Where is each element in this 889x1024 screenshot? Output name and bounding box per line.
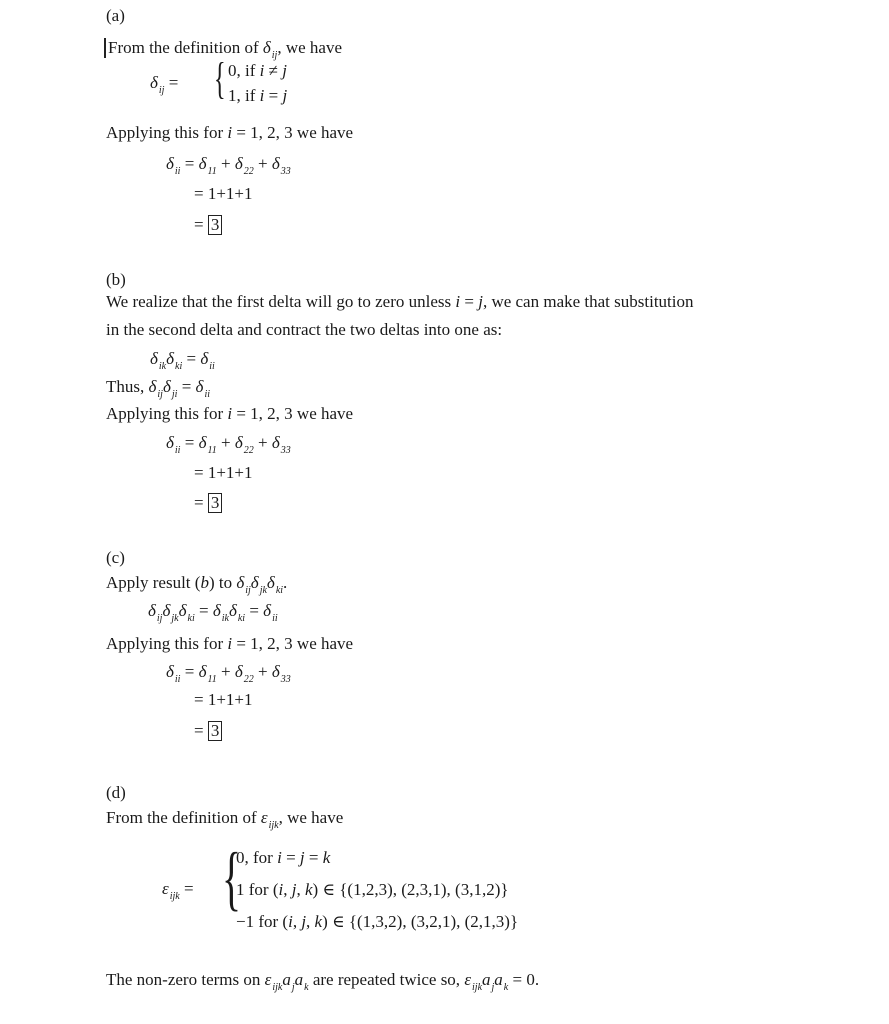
symbol: a: [294, 970, 304, 989]
subscript: 33: [280, 166, 291, 177]
symbol: i: [278, 880, 284, 899]
case-row: [236, 912, 518, 932]
text-line: [106, 970, 539, 998]
symbol: i: [227, 404, 233, 423]
subscript: 11: [207, 166, 217, 177]
subscript: ij: [245, 585, 251, 596]
math-symbol: [162, 377, 178, 400]
math-symbol: [264, 970, 283, 993]
subscript: 22: [243, 166, 254, 177]
symbol: δ: [195, 377, 204, 396]
math-symbol: [166, 154, 181, 177]
text-run: =: [177, 377, 196, 396]
math-symbol: [494, 970, 509, 993]
math-symbol: [263, 601, 278, 624]
text-run: =: [182, 349, 201, 368]
text-run: are repeated twice so,: [308, 970, 465, 989]
subscript: ki: [237, 613, 246, 624]
text-run: −1 for (: [236, 912, 289, 931]
subscript: k: [304, 982, 309, 993]
equation: [166, 433, 291, 461]
symbol: δ: [212, 601, 221, 620]
case-row: [228, 61, 287, 81]
answer: [194, 493, 222, 513]
text-line: [106, 377, 210, 405]
subscript: ki: [275, 585, 284, 596]
symbol: δ: [166, 349, 175, 368]
text-run: (b): [106, 270, 126, 289]
math-symbol: [198, 433, 217, 456]
math-symbol: [148, 377, 163, 400]
equation: [166, 662, 291, 690]
subscript: k: [503, 982, 509, 993]
subscript: ijk: [272, 982, 283, 993]
math-symbol: [294, 970, 309, 993]
symbol: k: [314, 912, 323, 931]
text-run: =: [194, 215, 208, 234]
text-run: (d): [106, 783, 126, 802]
subscript: ij: [156, 613, 163, 624]
symbol: δ: [271, 154, 280, 173]
text-run: +: [216, 433, 235, 452]
part-b-label: [106, 270, 126, 290]
text-run: 0, for: [236, 848, 278, 867]
symbol: δ: [166, 433, 174, 452]
math-symbol: [234, 433, 254, 456]
text-run: =: [194, 721, 208, 740]
math-symbol: [305, 880, 313, 899]
text-run: =: [180, 154, 199, 173]
text-run: =: [281, 848, 300, 867]
boxed-answer: 3: [208, 215, 223, 235]
answer: [194, 215, 222, 235]
symbol: δ: [148, 377, 157, 396]
math-symbol: [198, 154, 217, 177]
case-row: [228, 86, 287, 106]
symbol: δ: [262, 38, 271, 57]
math-symbol: [482, 970, 495, 993]
symbol: i: [277, 848, 282, 867]
subscript: ijk: [472, 982, 483, 993]
math-symbol: [200, 573, 209, 592]
text-run: ,: [283, 880, 292, 899]
text-run: = 1+1+1: [194, 184, 253, 203]
text-line: [106, 634, 353, 654]
symbol: a: [482, 970, 491, 989]
case-row: [236, 880, 509, 900]
math-symbol: [166, 662, 181, 685]
symbol: δ: [228, 601, 237, 620]
symbol: i: [259, 86, 265, 105]
symbol: ε: [260, 808, 268, 827]
symbol: δ: [266, 573, 275, 592]
symbol: δ: [234, 154, 243, 173]
subscript: ji: [171, 389, 178, 400]
symbol: a: [494, 970, 503, 989]
text-run: , we have: [277, 38, 343, 57]
math-symbol: [262, 38, 278, 61]
text-run: Applying this for: [106, 404, 228, 423]
math-symbol: [234, 154, 254, 177]
symbol: δ: [178, 601, 187, 620]
math-symbol: [282, 61, 287, 80]
symbol: δ: [236, 573, 245, 592]
symbol: δ: [263, 601, 272, 620]
text-run: (a): [106, 6, 125, 25]
symbol: δ: [250, 573, 259, 592]
text-run: =: [460, 292, 479, 311]
text-run: We realize that the first delta will go to zero unless: [106, 292, 456, 311]
equation-lhs: [162, 879, 194, 907]
symbol: j: [282, 61, 287, 80]
subscript: ii: [174, 166, 181, 177]
text-run: From the definition of: [106, 808, 261, 827]
subscript: 22: [243, 445, 254, 456]
text-run: , we can make that substitution: [482, 292, 694, 311]
subscript: jk: [171, 613, 179, 624]
math-symbol: [464, 970, 483, 993]
math-symbol: [271, 662, 291, 685]
subscript: ii: [209, 361, 215, 372]
symbol: δ: [234, 662, 243, 681]
symbol: j: [299, 848, 305, 867]
case-row: [236, 848, 330, 868]
text-run: Applying this for: [106, 123, 228, 142]
text-run: =: [179, 879, 194, 898]
symbol: δ: [198, 433, 207, 452]
text-run: +: [216, 662, 235, 681]
text-line: [106, 573, 287, 601]
boxed-answer: 3: [208, 721, 223, 741]
text-run: Thus,: [106, 377, 149, 396]
subscript: ii: [272, 613, 278, 624]
text-run: = 1+1+1: [194, 690, 253, 709]
symbol: δ: [150, 73, 158, 92]
text-run: 1, if: [228, 86, 260, 105]
text-run: 1 for (: [236, 880, 279, 899]
part-c-label: [106, 548, 125, 568]
symbol: i: [288, 912, 293, 931]
text-run: The non-zero terms on: [106, 970, 265, 989]
subscript: ii: [204, 389, 210, 400]
text-run: ) ∈ {(1,2,3), (2,3,1), (3,1,2)}: [312, 880, 509, 899]
equation-lhs: [150, 73, 178, 101]
math-symbol: [271, 154, 291, 177]
math-symbol: [315, 912, 323, 931]
symbol: ε: [162, 879, 169, 898]
symbol: b: [200, 573, 209, 592]
subscript: j: [291, 982, 295, 993]
subscript: 33: [280, 445, 291, 456]
subscript: ij: [271, 50, 278, 61]
text-run: +: [253, 662, 272, 681]
text-run: =: [245, 601, 264, 620]
text-run: .: [283, 573, 288, 592]
equation: [194, 463, 253, 483]
math-symbol: [282, 86, 287, 105]
math-symbol: [236, 573, 251, 596]
math-symbol: [271, 433, 291, 456]
subscript: ij: [158, 85, 165, 96]
equation: [148, 601, 278, 629]
part-a-label: [106, 6, 125, 26]
text-line: [106, 292, 694, 312]
part-d-label: [106, 783, 126, 803]
text-run: =: [264, 86, 283, 105]
math-symbol: [162, 601, 179, 624]
symbol: j: [301, 912, 307, 931]
math-symbol: [148, 601, 163, 624]
math-symbol: [323, 848, 331, 867]
left-brace: {: [222, 838, 242, 918]
text-run: = 1, 2, 3 we have: [232, 123, 354, 142]
text-run: (c): [106, 548, 125, 567]
text-run: ,: [296, 880, 305, 899]
text-cursor: [104, 38, 106, 58]
text-run: = 1, 2, 3 we have: [232, 404, 354, 423]
math-symbol: [166, 349, 183, 372]
math-symbol: [200, 349, 215, 372]
math-symbol: [212, 601, 229, 624]
subscript: 33: [280, 674, 291, 685]
math-symbol: [266, 573, 284, 596]
symbol: ε: [264, 970, 272, 989]
text-run: =: [180, 433, 199, 452]
symbol: k: [322, 848, 331, 867]
text-line: [106, 123, 353, 143]
symbol: δ: [198, 662, 207, 681]
text-run: =: [304, 848, 323, 867]
subscript: 22: [243, 674, 254, 685]
math-symbol: [282, 970, 295, 993]
symbol: δ: [271, 433, 280, 452]
text-run: = 1+1+1: [194, 463, 253, 482]
left-brace: {: [214, 54, 226, 103]
symbol: a: [282, 970, 291, 989]
text-run: ,: [292, 912, 302, 931]
text-run: =: [180, 662, 199, 681]
equation: [166, 154, 291, 182]
math-symbol: [150, 349, 167, 372]
text-run: 0, if: [228, 61, 260, 80]
text-run: ≠: [264, 61, 283, 80]
symbol: i: [259, 61, 265, 80]
symbol: i: [227, 123, 233, 142]
symbol: δ: [198, 154, 207, 173]
text-line: [106, 808, 343, 836]
symbol: δ: [162, 601, 171, 620]
answer: [194, 721, 222, 741]
subscript: 11: [207, 674, 217, 685]
text-run: =: [194, 493, 208, 512]
text-run: , we have: [278, 808, 344, 827]
text-run: ) ∈ {(1,3,2), (3,2,1), (2,1,3)}: [322, 912, 519, 931]
subscript: ik: [158, 361, 167, 372]
symbol: δ: [150, 349, 158, 368]
math-symbol: [178, 601, 195, 624]
text-run: Apply result (: [106, 573, 201, 592]
math-symbol: [150, 73, 165, 96]
text-run: ) to: [208, 573, 237, 592]
subscript: 11: [207, 445, 217, 456]
subscript: ik: [221, 613, 229, 624]
subscript: ij: [157, 389, 163, 400]
equation: [194, 690, 253, 710]
subscript: ki: [187, 613, 195, 624]
symbol: δ: [166, 662, 174, 681]
subscript: ki: [175, 361, 183, 372]
symbol: δ: [234, 433, 243, 452]
symbol: δ: [162, 377, 171, 396]
text-run: = 1, 2, 3 we have: [232, 634, 354, 653]
text-run: = 0.: [508, 970, 540, 989]
math-symbol: [260, 808, 279, 831]
text-run: +: [216, 154, 235, 173]
math-symbol: [195, 377, 210, 400]
text-run: +: [253, 433, 272, 452]
text-run: =: [194, 601, 213, 620]
symbol: j: [282, 86, 288, 105]
symbol: i: [455, 292, 461, 311]
text-run: ,: [306, 912, 315, 931]
symbol: ε: [464, 970, 472, 989]
math-symbol: [228, 601, 246, 624]
equation: [194, 184, 253, 204]
symbol: δ: [200, 349, 209, 368]
symbol: δ: [166, 154, 174, 173]
subscript: ijk: [169, 891, 180, 902]
math-symbol: [198, 662, 217, 685]
text-run: Applying this for: [106, 634, 228, 653]
symbol: i: [227, 634, 233, 653]
symbol: k: [304, 880, 313, 899]
equation: [150, 349, 215, 377]
math-symbol: [166, 433, 181, 456]
text-run: From the definition of: [108, 38, 263, 57]
symbol: δ: [271, 662, 280, 681]
math-symbol: [234, 662, 254, 685]
text-line: [106, 320, 502, 340]
symbol: δ: [148, 601, 156, 620]
text-run: in the second delta and contract the two deltas into one as:: [106, 320, 503, 339]
math-symbol: [250, 573, 267, 596]
symbol: j: [291, 880, 297, 899]
subscript: ijk: [268, 820, 279, 831]
boxed-answer: 3: [208, 493, 223, 513]
subscript: ii: [174, 445, 181, 456]
subscript: ii: [174, 674, 181, 685]
text-line: [106, 404, 353, 424]
subscript: jk: [259, 585, 267, 596]
text-run: =: [164, 73, 179, 92]
math-symbol: [162, 879, 180, 902]
symbol: j: [478, 292, 483, 311]
subscript: j: [491, 982, 495, 993]
text-run: +: [253, 154, 272, 173]
